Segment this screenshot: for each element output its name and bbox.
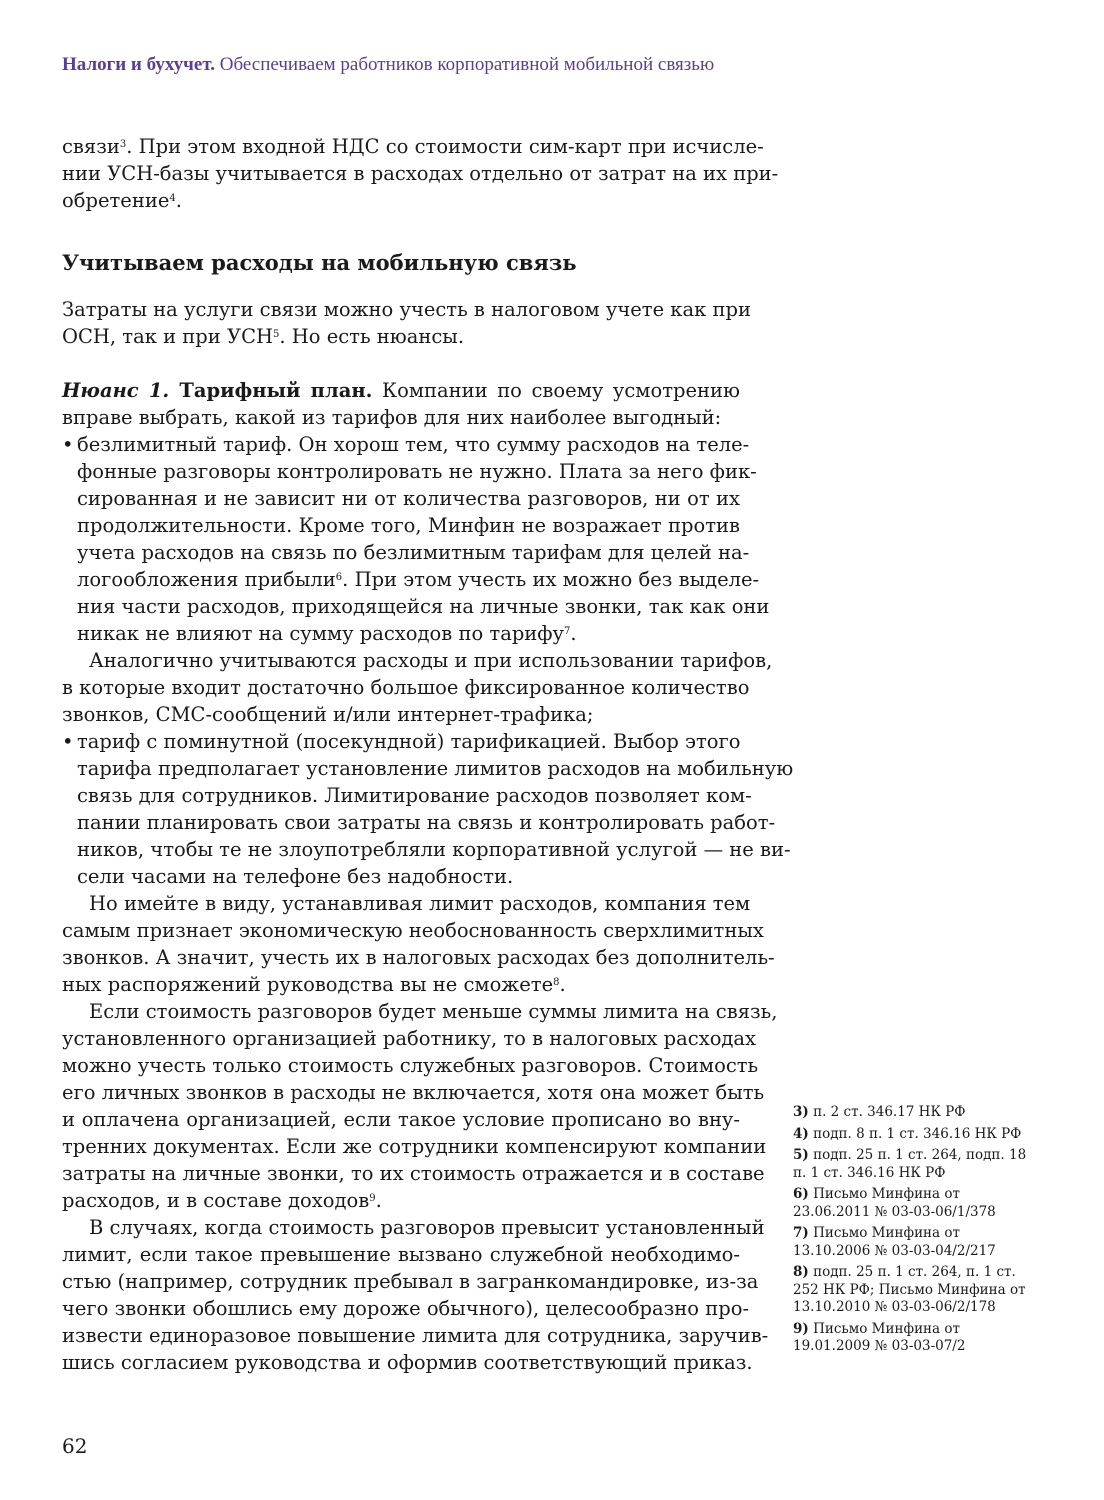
text-segment: . (559, 973, 566, 996)
paragraph-nuance-1 (62, 377, 794, 1376)
text-line (62, 728, 740, 755)
text-line (62, 323, 740, 350)
footnote-number: 3) (793, 1104, 809, 1120)
text-line (62, 620, 740, 647)
paragraph-intro (62, 133, 779, 214)
text-segment: и оплачена организацией, если такое условие прописано во вну- (62, 1108, 740, 1131)
text-segment: звонков, СМС-сообщений и/или интернет-трафика; (62, 703, 594, 726)
text-line (62, 674, 750, 701)
text-line (62, 1214, 765, 1241)
text-line (62, 1106, 740, 1133)
text-segment: . При этом учесть их можно без выделе- (342, 568, 760, 591)
text-line (62, 971, 740, 998)
text-segment: никак не влияют на сумму расходов по тарифу (77, 622, 565, 645)
bullet-icon: • (62, 433, 74, 456)
text-segment: звонков. А значит, учесть их в налоговых расходах без дополнитель- (62, 946, 775, 969)
text-segment: самым признает экономическую необоснованность сверхлимитных (62, 919, 764, 942)
text-line (62, 1295, 750, 1322)
text-line (62, 998, 778, 1025)
footnote-text: подп. 25 п. 1 ст. 264, подп. 18 п. 1 ст. 346.16 НК РФ (793, 1147, 1027, 1181)
footnote (793, 1104, 1033, 1122)
footnote-number: 5) (793, 1147, 809, 1163)
text-segment: . При этом входной НДС со стоимости сим-карт при исчисле- (126, 135, 764, 158)
text-line (62, 485, 740, 512)
footnote (793, 1186, 1033, 1221)
text-segment: связь для сотрудников. Лимитирование расходов позволяет ком- (77, 784, 752, 807)
text-segment: установленного организацией работнику, то в налоговых расходах (62, 1027, 757, 1050)
text-segment: безлимитный тариф. Он хорош тем, что сумму расходов на теле- (77, 433, 750, 456)
footnote-number: 9) (793, 1320, 809, 1337)
text-segment: ников, чтобы те не злоупотребляли корпоративной услугой — не ви- (77, 838, 791, 861)
text-segment: тариф с поминутной (посекундной) тарификацией. Выбор этого (77, 730, 741, 753)
text-line (62, 809, 776, 836)
footnote (793, 1147, 1033, 1182)
text-line (62, 377, 740, 404)
footnote-number: 8) (793, 1264, 809, 1280)
footnote-number: 6) (793, 1186, 809, 1202)
text-line (62, 1268, 759, 1295)
text-line (62, 863, 740, 890)
text-line (62, 755, 794, 782)
text-line (62, 566, 760, 593)
text-line (62, 160, 779, 187)
footnote-number: 7) (793, 1225, 809, 1241)
text-segment: сированная и не зависит ни от количества разговоров, ни от их (77, 487, 740, 510)
text-line (62, 782, 752, 809)
text-segment: ОСН, так и при УСН (62, 325, 273, 348)
text-segment: . Но есть нюансы. (279, 325, 465, 348)
text-segment: В случаях, когда стоимость разговоров превысит установленный (89, 1216, 765, 1239)
text-line (62, 647, 773, 674)
footnote (793, 1225, 1033, 1260)
text-line (62, 917, 764, 944)
nuance-title: Тарифный план. (169, 379, 373, 402)
text-segment: его личных звонков в расходы не включается, хотя она может быть (62, 1081, 765, 1104)
footnote-ref: 6 (335, 572, 343, 583)
text-line (62, 458, 757, 485)
footnote-number: 4) (793, 1125, 809, 1142)
footnote-ref: 4 (169, 193, 176, 204)
text-segment: вправе выбрать, какой из тарифов для них наиболее выгодный: (62, 406, 722, 429)
text-segment: сели часами на телефоне без надобности. (77, 865, 514, 888)
bullet-icon: • (62, 730, 74, 753)
header-section: Налоги и бухучет. (62, 54, 215, 75)
text-segment: расходов, и в составе доходов (62, 1189, 370, 1212)
footnotes (793, 1104, 1033, 1360)
text-segment: нии УСН-базы учитывается в расходах отдельно от затрат на их при- (62, 162, 779, 185)
text-segment: затраты на личные звонки, то их стоимость отражается и в составе (62, 1162, 765, 1185)
footnote-ref: 8 (553, 977, 560, 988)
text-segment: Аналогично учитываются расходы и при использовании тарифов, (89, 649, 773, 672)
footnote (793, 1264, 1033, 1317)
footnote-text: Письмо Минфина от 23.06.2011 № 03-03-06/1/378 (793, 1186, 996, 1220)
text-line (62, 1160, 765, 1187)
text-line (62, 1349, 753, 1376)
text-line (62, 431, 750, 458)
text-line (62, 1025, 757, 1052)
text-segment: учета расходов на связь по безлимитным тарифам для целей на- (77, 541, 750, 564)
section-heading: Учитываем расходы на мобильную связь (62, 250, 577, 275)
footnote-ref: 3 (119, 139, 127, 150)
text-line (62, 1079, 765, 1106)
text-segment: обретение (62, 189, 170, 212)
text-line (62, 944, 775, 971)
text-segment: лимит, если такое превышение вызвано служебной необходимо- (62, 1243, 740, 1266)
text-segment: чего звонки обошлись ему дороже обычного), целесообразно про- (62, 1297, 750, 1320)
text-line (62, 890, 751, 917)
footnote-ref: 7 (564, 626, 571, 637)
footnote-ref: 9 (369, 1193, 376, 1204)
footnote-text: подп. 25 п. 1 ст. 264, п. 1 ст. 252 НК РФ; Письмо Минфина от 13.10.2010 № 03-03-06/2/178 (793, 1264, 1026, 1315)
text-segment: . (570, 622, 577, 645)
text-segment: можно учесть только стоимость служебных разговоров. Стоимость (62, 1054, 759, 1077)
page-number: 62 (62, 1434, 88, 1458)
text-line (62, 1052, 759, 1079)
text-segment: тарифа предполагает установление лимитов расходов на мобильную (77, 757, 794, 780)
text-segment: пании планировать свои затраты на связь и контролировать работ- (77, 811, 776, 834)
text-line (62, 1322, 769, 1349)
nuance-label: Нюанс 1. (62, 379, 170, 402)
text-line (62, 1187, 740, 1214)
text-line (62, 1133, 767, 1160)
header-title: Обеспечиваем работников корпоративной мобильной связью (219, 54, 715, 75)
text-segment: в которые входит достаточно большое фиксированное количество (62, 676, 750, 699)
text-line (62, 512, 740, 539)
text-segment: тренних документах. Если же сотрудники компенсируют компании (62, 1135, 767, 1158)
running-header (62, 54, 714, 76)
footnote (793, 1126, 1033, 1144)
text-line (62, 701, 740, 728)
footnote-ref: 5 (273, 329, 280, 340)
footnote-text: Письмо Минфина от 13.10.2006 № 03-03-04/2/217 (793, 1225, 996, 1259)
text-segment: Если стоимость разговоров будет меньше суммы лимита на связь, (89, 1000, 778, 1023)
text-line (62, 296, 751, 323)
text-segment: стью (например, сотрудник пребывал в загранкомандировке, из-за (62, 1270, 759, 1293)
text-segment: связи (62, 135, 120, 158)
text-line (62, 539, 750, 566)
text-segment: извести единоразовое повышение лимита для сотрудника, заручив- (62, 1324, 769, 1347)
text-line (62, 1241, 740, 1268)
text-segment: логообложения прибыли (77, 568, 336, 591)
text-segment: . (375, 1189, 382, 1212)
text-segment: ных распоряжений руководства вы не сможете (62, 973, 554, 996)
text-line (62, 404, 740, 431)
footnote-text: Письмо Минфина от 19.01.2009 № 03-03-07/2 (793, 1320, 966, 1354)
text-segment: Но имейте в виду, устанавливая лимит расходов, компания тем (89, 892, 751, 915)
text-line (62, 593, 770, 620)
text-segment: . (175, 189, 182, 212)
footnote (793, 1321, 1033, 1356)
text-segment: ния части расходов, приходящейся на личные звонки, так как они (77, 595, 770, 618)
footnote-text: п. 2 ст. 346.17 НК РФ (813, 1104, 966, 1120)
paragraph-costs (62, 296, 751, 350)
footnote-text: подп. 8 п. 1 ст. 346.16 НК РФ (813, 1125, 1022, 1142)
text-segment: фонные разговоры контролировать не нужно. Плата за него фик- (77, 460, 757, 483)
text-line (62, 187, 740, 214)
text-segment: шись согласием руководства и оформив соответствующий приказ. (62, 1351, 753, 1374)
text-segment: Затраты на услуги связи можно учесть в налоговом учете как при (62, 298, 751, 321)
text-segment: Компании по своему усмотрению (372, 379, 740, 402)
text-segment: продолжительности. Кроме того, Минфин не возражает против (77, 514, 740, 537)
text-line (62, 836, 791, 863)
text-line (62, 133, 764, 160)
